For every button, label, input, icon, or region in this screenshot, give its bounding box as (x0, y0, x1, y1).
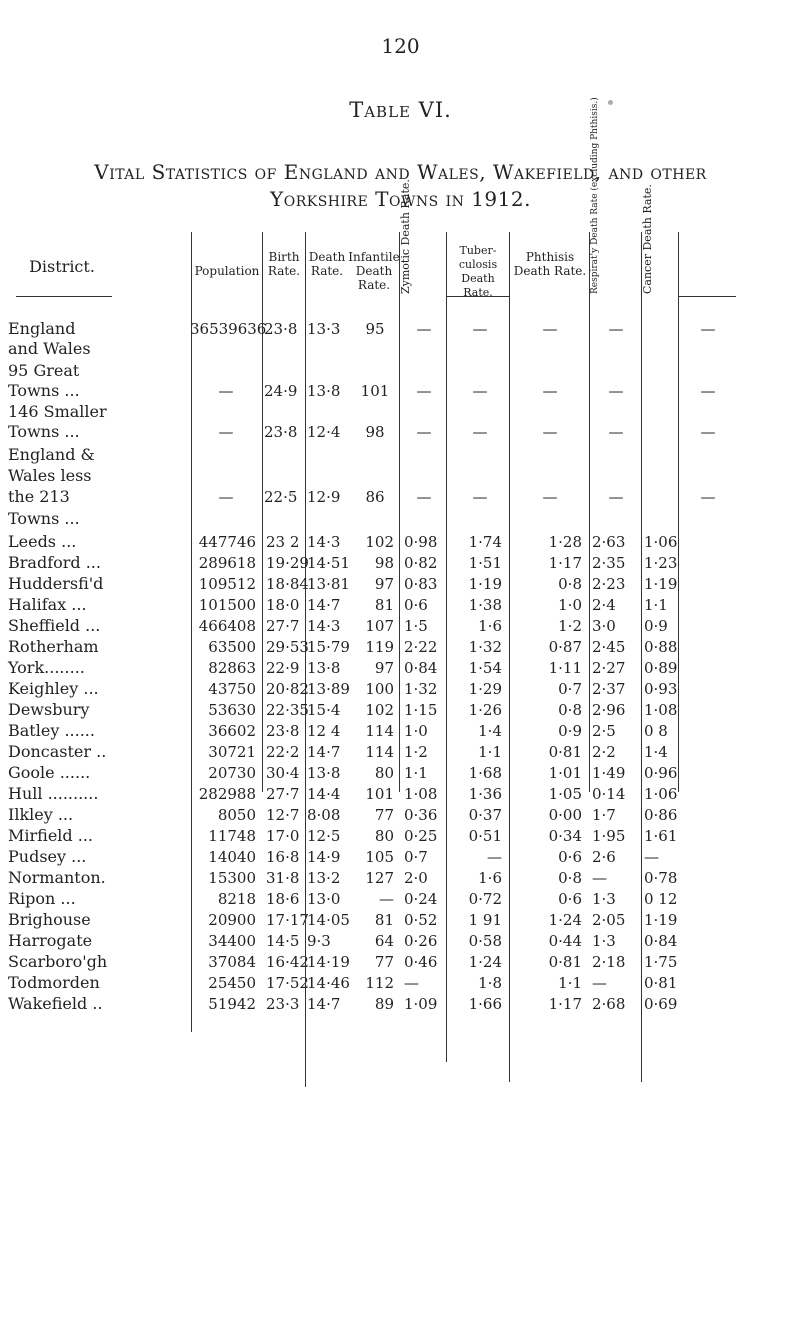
district-cell: Ilkley ... (8, 805, 74, 824)
birth-rate-cell: 14·5 (266, 932, 300, 950)
phthisis-cell: 1·05 (548, 785, 582, 803)
death-rate-cell: 14·7 (307, 743, 341, 761)
population-cell: 11748 (208, 827, 256, 845)
respiratory-cell: 1·3 (592, 932, 616, 950)
cancer-cell: 0·93 (644, 680, 678, 698)
infantile-cell: 98 (374, 554, 394, 572)
population-cell: 34400 (208, 932, 256, 950)
tuberculosis-cell: 1·74 (468, 533, 502, 551)
death-rate-cell: 13·8 (307, 382, 341, 400)
death-rate-cell: 9·3 (307, 932, 331, 950)
death-rate-cell: 14·7 (307, 596, 341, 614)
death-rate-cell: 14·05 (307, 911, 350, 929)
death-rate-cell: 12·5 (307, 827, 341, 845)
phthisis-cell: 0·6 (558, 890, 582, 908)
zymotic-cell: 1·2 (404, 743, 428, 761)
birth-rate-cell: 18·6 (266, 890, 300, 908)
header-respiratory-death-rate: Respirat'y Death Rate (excluding Phthisis.) (590, 97, 600, 294)
district-cell: Dewsbury (8, 700, 90, 719)
phthisis-cell: 0·6 (558, 848, 582, 866)
population-cell: 82863 (208, 659, 256, 677)
population-cell: 53630 (208, 701, 256, 719)
tuberculosis-cell: 0·37 (468, 806, 502, 824)
death-rate-cell: 13·2 (307, 869, 341, 887)
death-rate-cell: 13·0 (307, 890, 341, 908)
respiratory-cell: 1·7 (592, 806, 616, 824)
tuberculosis-cell: 0·51 (468, 827, 502, 845)
zymotic-cell: 0·46 (404, 953, 438, 971)
infantile-cell: 89 (374, 995, 394, 1013)
respiratory-cell: 2·63 (592, 533, 626, 551)
phthisis-cell: 1·17 (548, 995, 582, 1013)
tuberculosis-cell: 1·6 (478, 617, 502, 635)
zymotic-cell: 0·82 (404, 554, 438, 572)
phthisis-cell: — (542, 382, 558, 400)
phthisis-cell: 1·28 (548, 533, 582, 551)
district-cell: 95 Great (8, 361, 80, 380)
birth-rate-cell: 18·84 (266, 575, 309, 593)
zymotic-cell: 0·84 (404, 659, 438, 677)
death-rate-cell: 12 4 (307, 722, 341, 740)
zymotic-cell: 2·0 (404, 869, 428, 887)
cancer-cell: 1·06 (644, 533, 678, 551)
district-cell: Brighouse (8, 910, 91, 929)
death-rate-cell: 13·89 (307, 680, 350, 698)
zymotic-cell: — (416, 488, 432, 506)
phthisis-cell: 0·81 (548, 953, 582, 971)
respiratory-cell: — (592, 974, 607, 992)
zymotic-cell: 0·6 (404, 596, 428, 614)
cancer-cell: 0·89 (644, 659, 678, 677)
cancer-cell: — (700, 320, 716, 338)
cancer-cell: — (700, 382, 716, 400)
phthisis-cell: 0·81 (548, 743, 582, 761)
header-death-rate: Death Rate. (308, 250, 346, 278)
header-birth-rate: Birth Rate. (267, 250, 301, 278)
population-cell: 36602 (208, 722, 256, 740)
tuberculosis-cell: 1·4 (478, 722, 502, 740)
infantile-cell: 86 (365, 488, 385, 506)
cancer-cell: 1·4 (644, 743, 668, 761)
phthisis-cell: 0·87 (548, 638, 582, 656)
district-cell: Pudsey ... (8, 847, 87, 866)
population-cell: 37084 (208, 953, 256, 971)
infantile-cell: 80 (374, 764, 394, 782)
zymotic-cell: 2·22 (404, 638, 438, 656)
respiratory-cell: 2·68 (592, 995, 626, 1013)
header-tuberculosis-death-rate: Tuber-culosis Death Rate. (458, 244, 498, 299)
infantile-cell: 97 (374, 575, 394, 593)
cancer-cell: — (644, 848, 659, 866)
birth-rate-cell: 30·4 (266, 764, 300, 782)
district-cell: Rotherham (8, 637, 99, 656)
phthisis-cell: 1·2 (558, 617, 582, 635)
district-cell: Harrogate (8, 931, 93, 950)
zymotic-cell: 0·26 (404, 932, 438, 950)
respiratory-cell: — (608, 382, 624, 400)
table-title: Table VI. (349, 98, 452, 122)
population-cell: 447746 (198, 533, 256, 551)
infantile-cell: 101 (360, 382, 390, 400)
district-cell: Huddersfi'd (8, 574, 104, 593)
death-rate-cell: 13·8 (307, 659, 341, 677)
death-rate-cell: 13·8 (307, 764, 341, 782)
respiratory-cell: — (592, 869, 607, 887)
phthisis-cell: 0·7 (558, 680, 582, 698)
population-cell: — (218, 382, 234, 400)
birth-rate-cell: 23·3 (266, 995, 300, 1013)
birth-rate-cell: 22·9 (266, 659, 300, 677)
infantile-cell: 100 (365, 680, 394, 698)
header-cancer-death-rate: Cancer Death Rate. (641, 184, 654, 294)
birth-rate-cell: 19·29 (266, 554, 309, 572)
population-cell: — (218, 423, 234, 441)
population-cell: 43750 (208, 680, 256, 698)
infantile-cell: 77 (374, 806, 394, 824)
population-cell: 63500 (208, 638, 256, 656)
population-cell: 14040 (208, 848, 256, 866)
zymotic-cell: 0·36 (404, 806, 438, 824)
death-rate-cell: 13·81 (307, 575, 350, 593)
infantile-cell: — (379, 890, 394, 908)
phthisis-cell: 0·8 (558, 701, 582, 719)
zymotic-cell: 0·7 (404, 848, 428, 866)
phthisis-cell: — (542, 320, 558, 338)
death-rate-cell: 14·51 (307, 554, 350, 572)
death-rate-cell: 12·9 (307, 488, 341, 506)
cancer-cell: — (700, 423, 716, 441)
population-cell: 289618 (198, 554, 256, 572)
population-cell: 101500 (198, 596, 256, 614)
subtitle-line-1: Vital Statistics of England and Wales, Wakefield, and other (94, 160, 707, 184)
phthisis-cell: — (542, 488, 558, 506)
zymotic-cell: 1·09 (404, 995, 438, 1013)
cancer-cell: 1·61 (644, 827, 678, 845)
zymotic-cell: 1·08 (404, 785, 438, 803)
district-cell: Bradford ... (8, 553, 101, 572)
population-cell: 51942 (208, 995, 256, 1013)
cancer-cell: 1·08 (644, 701, 678, 719)
tuberculosis-cell: 1·1 (478, 743, 502, 761)
respiratory-cell: 2·96 (592, 701, 626, 719)
zymotic-cell: 0·24 (404, 890, 438, 908)
population-cell: 20730 (208, 764, 256, 782)
infantile-cell: 114 (365, 743, 394, 761)
birth-rate-cell: 17·52 (266, 974, 309, 992)
tuberculosis-cell: 1·32 (468, 638, 502, 656)
zymotic-cell: 0·52 (404, 911, 438, 929)
cancer-cell: 1·1 (644, 596, 668, 614)
cancer-cell: 0·81 (644, 974, 678, 992)
phthisis-cell: 1·0 (558, 596, 582, 614)
zymotic-cell: — (404, 974, 419, 992)
birth-rate-cell: 12·7 (266, 806, 300, 824)
population-cell: 109512 (198, 575, 256, 593)
birth-rate-cell: 18·0 (266, 596, 300, 614)
header-population: Population (194, 264, 260, 278)
tuberculosis-cell: 1·19 (468, 575, 502, 593)
header-zymotic-death-rate: Zymotic Death Rate. (399, 179, 412, 294)
cancer-cell: 0 12 (644, 890, 678, 908)
cancer-cell: — (700, 488, 716, 506)
phthisis-cell: 1·11 (548, 659, 582, 677)
district-cell: Hull .......... (8, 784, 99, 803)
cancer-cell: 1·19 (644, 575, 678, 593)
respiratory-cell: — (608, 320, 624, 338)
district-cell: Keighley ... (8, 679, 99, 698)
district-cell: Wales less (8, 466, 92, 485)
tuberculosis-cell: 1·8 (478, 974, 502, 992)
population-cell: 282988 (198, 785, 256, 803)
cancer-cell: 0·86 (644, 806, 678, 824)
infantile-cell: 97 (374, 659, 394, 677)
phthisis-cell: 0·8 (558, 869, 582, 887)
birth-rate-cell: 17·0 (266, 827, 300, 845)
infantile-cell: 127 (365, 869, 394, 887)
tuberculosis-cell: 0·72 (468, 890, 502, 908)
birth-rate-cell: 29·53 (266, 638, 309, 656)
respiratory-cell: 2·6 (592, 848, 616, 866)
birth-rate-cell: 22·35 (266, 701, 309, 719)
zymotic-cell: 0·83 (404, 575, 438, 593)
birth-rate-cell: 20·82 (266, 680, 309, 698)
cancer-cell: 0·9 (644, 617, 668, 635)
tuberculosis-cell: 1·29 (468, 680, 502, 698)
tuberculosis-cell: 1·68 (468, 764, 502, 782)
birth-rate-cell: 31·8 (266, 869, 300, 887)
birth-rate-cell: 24·9 (264, 382, 298, 400)
respiratory-cell: 1·95 (592, 827, 626, 845)
district-cell: the 213 (8, 487, 70, 506)
infantile-cell: 119 (365, 638, 394, 656)
infantile-cell: 64 (374, 932, 394, 950)
tuberculosis-cell: 1·24 (468, 953, 502, 971)
respiratory-cell: 1·3 (592, 890, 616, 908)
birth-rate-cell: 23·8 (266, 722, 300, 740)
population-cell: 30721 (208, 743, 256, 761)
infantile-cell: 98 (365, 423, 385, 441)
infantile-cell: 112 (365, 974, 394, 992)
population-cell: 25450 (208, 974, 256, 992)
district-cell: Sheffield ... (8, 616, 101, 635)
death-rate-cell: 14·7 (307, 995, 341, 1013)
infantile-cell: 81 (374, 911, 394, 929)
infantile-cell: 77 (374, 953, 394, 971)
cancer-cell: 1·23 (644, 554, 678, 572)
cancer-cell: 0·88 (644, 638, 678, 656)
header-infantile-death-rate: Infantile Death Rate. (348, 250, 400, 292)
tuberculosis-cell: — (472, 488, 488, 506)
district-cell: Ripon ... (8, 889, 76, 908)
cancer-cell: 0·84 (644, 932, 678, 950)
cancer-cell: 0 8 (644, 722, 668, 740)
district-cell: England & (8, 445, 95, 464)
death-rate-cell: 15·4 (307, 701, 341, 719)
district-cell: York........ (8, 658, 85, 677)
infantile-cell: 102 (365, 533, 394, 551)
phthisis-cell: 1·17 (548, 554, 582, 572)
zymotic-cell: — (416, 423, 432, 441)
infantile-cell: 114 (365, 722, 394, 740)
zymotic-cell: — (416, 320, 432, 338)
zymotic-cell: 1·1 (404, 764, 428, 782)
death-rate-cell: 14·4 (307, 785, 341, 803)
respiratory-cell: 1·49 (592, 764, 626, 782)
header-district: District. (29, 257, 95, 276)
tuberculosis-cell: — (472, 320, 488, 338)
tuberculosis-cell: 1·36 (468, 785, 502, 803)
zymotic-cell: 1·5 (404, 617, 428, 635)
death-rate-cell: 14·19 (307, 953, 350, 971)
population-cell: 15300 (208, 869, 256, 887)
phthisis-cell: 0·8 (558, 575, 582, 593)
death-rate-cell: 14·3 (307, 533, 341, 551)
zymotic-cell: — (416, 382, 432, 400)
subtitle-line-2: Yorkshire Towns in 1912. (270, 187, 531, 211)
tuberculosis-cell: 1·26 (468, 701, 502, 719)
cancer-cell: 0·96 (644, 764, 678, 782)
district-cell: Leeds ... (8, 532, 77, 551)
infantile-cell: 95 (365, 320, 385, 338)
birth-rate-cell: 22·2 (266, 743, 300, 761)
zymotic-cell: 0·98 (404, 533, 438, 551)
respiratory-cell: 2·2 (592, 743, 616, 761)
zymotic-cell: 1·15 (404, 701, 438, 719)
tuberculosis-cell: 1·54 (468, 659, 502, 677)
infantile-cell: 102 (365, 701, 394, 719)
death-rate-cell: 8·08 (307, 806, 341, 824)
district-cell: Mirfield ... (8, 826, 93, 845)
phthisis-cell: — (542, 423, 558, 441)
birth-rate-cell: 16·42 (266, 953, 309, 971)
respiratory-cell: 2·37 (592, 680, 626, 698)
cancer-cell: 0·69 (644, 995, 678, 1013)
birth-rate-cell: 17·17 (266, 911, 309, 929)
tuberculosis-cell: 1·38 (468, 596, 502, 614)
respiratory-cell: 2·5 (592, 722, 616, 740)
district-cell: England (8, 319, 76, 338)
respiratory-cell: 2·23 (592, 575, 626, 593)
phthisis-cell: 0·34 (548, 827, 582, 845)
tuberculosis-cell: 1·51 (468, 554, 502, 572)
birth-rate-cell: 27·7 (266, 617, 300, 635)
cancer-cell: 1·19 (644, 911, 678, 929)
death-rate-cell: 14·9 (307, 848, 341, 866)
death-rate-cell: 15·79 (307, 638, 350, 656)
birth-rate-cell: 16·8 (266, 848, 300, 866)
tuberculosis-cell: 1·6 (478, 869, 502, 887)
phthisis-cell: 1·01 (548, 764, 582, 782)
death-rate-cell: 14·46 (307, 974, 350, 992)
respiratory-cell: 2·4 (592, 596, 616, 614)
district-cell: Scarboro'gh (8, 952, 108, 971)
infantile-cell: 101 (365, 785, 394, 803)
district-cell: Towns ... (8, 381, 80, 400)
cancer-cell: 0·78 (644, 869, 678, 887)
district-cell: Normanton. (8, 868, 106, 887)
respiratory-cell: 2·27 (592, 659, 626, 677)
birth-rate-cell: 23·8 (264, 320, 298, 338)
tuberculosis-cell: — (472, 382, 488, 400)
zymotic-cell: 1·0 (404, 722, 428, 740)
phthisis-cell: 0·9 (558, 722, 582, 740)
respiratory-cell: 2·05 (592, 911, 626, 929)
death-rate-cell: 12·4 (307, 423, 341, 441)
population-cell: — (218, 488, 234, 506)
infantile-cell: 107 (365, 617, 394, 635)
birth-rate-cell: 23·8 (264, 423, 298, 441)
respiratory-cell: 2·35 (592, 554, 626, 572)
tuberculosis-cell: 0·58 (468, 932, 502, 950)
population-cell: 36539636 (190, 320, 267, 338)
population-cell: 8218 (217, 890, 256, 908)
phthisis-cell: 0·00 (548, 806, 582, 824)
birth-rate-cell: 27·7 (266, 785, 300, 803)
birth-rate-cell: 22·5 (264, 488, 298, 506)
district-cell: Towns ... (8, 509, 80, 528)
tuberculosis-cell: 1 91 (468, 911, 502, 929)
death-rate-cell: 13·3 (307, 320, 341, 338)
death-rate-cell: 14·3 (307, 617, 341, 635)
respiratory-cell: 2·18 (592, 953, 626, 971)
respiratory-cell: 0·14 (592, 785, 626, 803)
header-phthisis-death-rate: Phthisis Death Rate. (513, 250, 587, 278)
phthisis-cell: 0·44 (548, 932, 582, 950)
population-cell: 20900 (208, 911, 256, 929)
infantile-cell: 80 (374, 827, 394, 845)
phthisis-cell: 1·24 (548, 911, 582, 929)
infantile-cell: 81 (374, 596, 394, 614)
district-cell: Towns ... (8, 422, 80, 441)
cancer-cell: 1·75 (644, 953, 678, 971)
phthisis-cell: 1·1 (558, 974, 582, 992)
district-cell: Batley ...... (8, 721, 95, 740)
district-cell: and Wales (8, 339, 91, 358)
page-number: 120 (381, 34, 420, 58)
zymotic-cell: 0·25 (404, 827, 438, 845)
tuberculosis-cell: — (487, 848, 502, 866)
district-cell: Goole ...... (8, 763, 91, 782)
respiratory-cell: 2·45 (592, 638, 626, 656)
district-cell: Halifax ... (8, 595, 87, 614)
infantile-cell: 105 (365, 848, 394, 866)
district-cell: Doncaster .. (8, 742, 107, 761)
zymotic-cell: 1·32 (404, 680, 438, 698)
respiratory-cell: — (608, 423, 624, 441)
district-cell: Wakefield .. (8, 994, 103, 1013)
population-cell: 8050 (217, 806, 256, 824)
respiratory-cell: 3·0 (592, 617, 616, 635)
population-cell: 466408 (198, 617, 256, 635)
respiratory-cell: — (608, 488, 624, 506)
tuberculosis-cell: — (472, 423, 488, 441)
cancer-cell: 1·06 (644, 785, 678, 803)
tuberculosis-cell: 1·66 (468, 995, 502, 1013)
district-cell: 146 Smaller (8, 402, 107, 421)
district-cell: Todmorden (8, 973, 100, 992)
birth-rate-cell: 23 2 (266, 533, 300, 551)
